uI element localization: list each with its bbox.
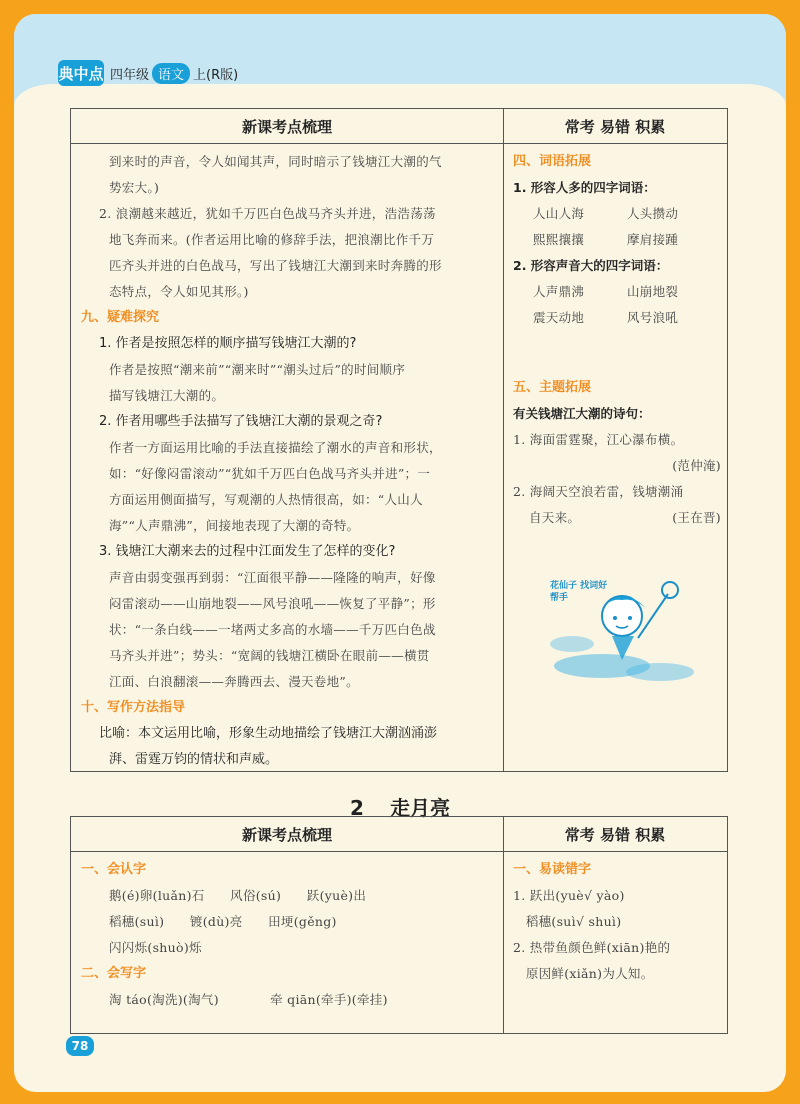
misread-line: 原因鲜(xiǎn)为人知。: [513, 966, 654, 981]
table-1-left-column: [81, 149, 499, 773]
word: 人山人海: [533, 206, 585, 221]
text-line: 2. 作者用哪些手法描写了钱塘江大潮的景观之奇?: [99, 414, 383, 429]
text-line: 比喻：本文运用比喻，形象生动地描绘了钱塘江大潮汹涌澎: [99, 726, 438, 741]
text-line: 十、写作方法指导: [81, 700, 186, 715]
text-line: 描写钱塘江大潮的。: [109, 388, 225, 403]
word: 人头攒动: [627, 206, 679, 221]
table-1-divider: [503, 109, 504, 771]
text-line: 势宏大。): [109, 180, 160, 195]
poem-1: 1. 海面雷霆聚，江心瀑布横。: [513, 432, 684, 447]
text-line: 如：“好像闷雷滚动”“犹如千万匹白色战马齐头并进”；一: [109, 466, 431, 481]
word: 人声鼎沸: [533, 284, 585, 299]
text-line: 3. 钱塘江大潮来去的过程中江面发生了怎样的变化?: [99, 544, 396, 559]
text-line: 1. 作者是按照怎样的顺序描写钱塘江大潮的?: [99, 336, 357, 351]
text-line: 马齐头并进”；势头：“宽阔的钱塘江横卧在眼前——横贯: [109, 648, 430, 663]
word: 摩肩接踵: [627, 232, 679, 247]
text-line: 声音由弱变强再到弱：“江面很平静——隆隆的响声，好像: [109, 570, 436, 585]
table-2-right-column: [513, 857, 721, 987]
section-theme-expansion: 五、主题拓展: [513, 380, 592, 395]
loud-words: [513, 279, 721, 331]
poem-2-line-a: 2. 海阔天空浪若雷，钱塘潮涌: [513, 484, 684, 499]
word: 熙熙攘攘: [533, 232, 585, 247]
text-line: 九、疑难探究: [81, 310, 160, 325]
poem-2-author: (王在晋): [672, 510, 721, 525]
volume-label: 上(R版): [193, 67, 239, 83]
text-line: 二、会写字: [81, 966, 147, 981]
table-2-divider: [503, 817, 504, 1033]
brand: [58, 60, 238, 86]
question-loud-words: 2. 形容声音大的四字词语：: [513, 258, 669, 273]
chapter-name: 走月亮: [389, 796, 450, 820]
text-line: 鹅(é)卵(luǎn)石 风俗(sú) 跃(yuè)出: [109, 888, 367, 903]
text-line: 淘 táo(淘洗)(淘气) 牵 qiān(牵手)(牵挂): [109, 992, 388, 1007]
section-misread-chars: 一、易读错字: [513, 862, 592, 877]
text-line: 作者是按照“潮来前”“潮来时”“潮头过后”的时间顺序: [109, 362, 406, 377]
poem-2-line-b-row: [513, 505, 721, 531]
text-line: 一、会认字: [81, 862, 147, 877]
table-1-left-header: 新课考点梳理: [241, 117, 332, 136]
text-line: 湃、雷霆万钧的情状和声威。: [109, 752, 279, 767]
text-line: 方面运用侧面描写，写观潮的人热情很高，如：“人山人: [109, 492, 423, 507]
text-line: 匹齐头并进的白色战马，写出了钱塘江大潮到来时奔腾的形: [109, 258, 442, 273]
table-1-right-header: 常考 易错 积累: [564, 117, 666, 136]
poem-2-line-b: 自天来。: [529, 510, 581, 525]
word: 风号浪吼: [627, 310, 679, 325]
crowd-words: [513, 201, 721, 253]
logo: 典中点: [58, 60, 104, 86]
grade-label: 四年级: [110, 67, 150, 83]
illustration-caption: 花仙子 找词好帮手: [550, 581, 608, 603]
poem-subtitle: 有关钱塘江大潮的诗句：: [513, 406, 651, 421]
text-line: 江面、白浪翻滚——奔腾西去、漫天卷地”。: [109, 674, 359, 689]
page: [14, 14, 786, 1092]
poem-1-author: (范仲淹): [672, 458, 721, 473]
text-line: 地飞奔而来。(作者运用比喻的修辞手法，把浪潮比作千万: [109, 232, 435, 247]
text-line: 作者一方面运用比喻的手法直接描绘了潮水的声音和形状，: [109, 440, 442, 455]
table-2: [70, 816, 728, 1034]
word: 震天动地: [533, 310, 585, 325]
text-line: 闷雷滚动——山崩地裂——风号浪吼——恢复了平静”；形: [109, 596, 436, 611]
table-2-left-column: [81, 857, 499, 1013]
table-2-right-header: 常考 易错 积累: [564, 825, 666, 844]
chapter-number: 2: [350, 796, 364, 820]
text-line: 稻穗(suì) 镀(dù)亮 田埂(gěng): [109, 914, 337, 929]
text-line: 到来时的声音，令人如闻其声，同时暗示了钱塘江大潮的气: [109, 154, 442, 169]
table-2-left-header: 新课考点梳理: [241, 825, 332, 844]
section-word-expansion: 四、词语拓展: [513, 154, 592, 169]
page-number: 78: [66, 1036, 94, 1056]
text-line: 海”“人声鼎沸”，间接地表现了大潮的奇特。: [109, 518, 360, 533]
misread-line: 稻穗(suì√ shuì): [513, 914, 622, 929]
misread-line: 1. 跃出(yuè√ yào): [513, 888, 625, 903]
subject-pill: 语文: [152, 63, 190, 84]
misread-line: 2. 热带鱼颜色鲜(xiān)艳的: [513, 940, 671, 955]
text-line: 态特点，令人如见其形。): [109, 284, 249, 299]
text-line: 2. 浪潮越来越近，犹如千万匹白色战马齐头并进，浩浩荡荡: [99, 206, 436, 221]
word: 山崩地裂: [627, 284, 679, 299]
table-1-right-column: [513, 149, 721, 531]
text-line: 闪闪烁(shuò)烁: [109, 940, 202, 955]
question-crowd-words: 1. 形容人多的四字词语：: [513, 180, 656, 195]
text-line: 状：“一条白线——一堵两丈多高的水墙——千万匹白色战: [109, 622, 436, 637]
